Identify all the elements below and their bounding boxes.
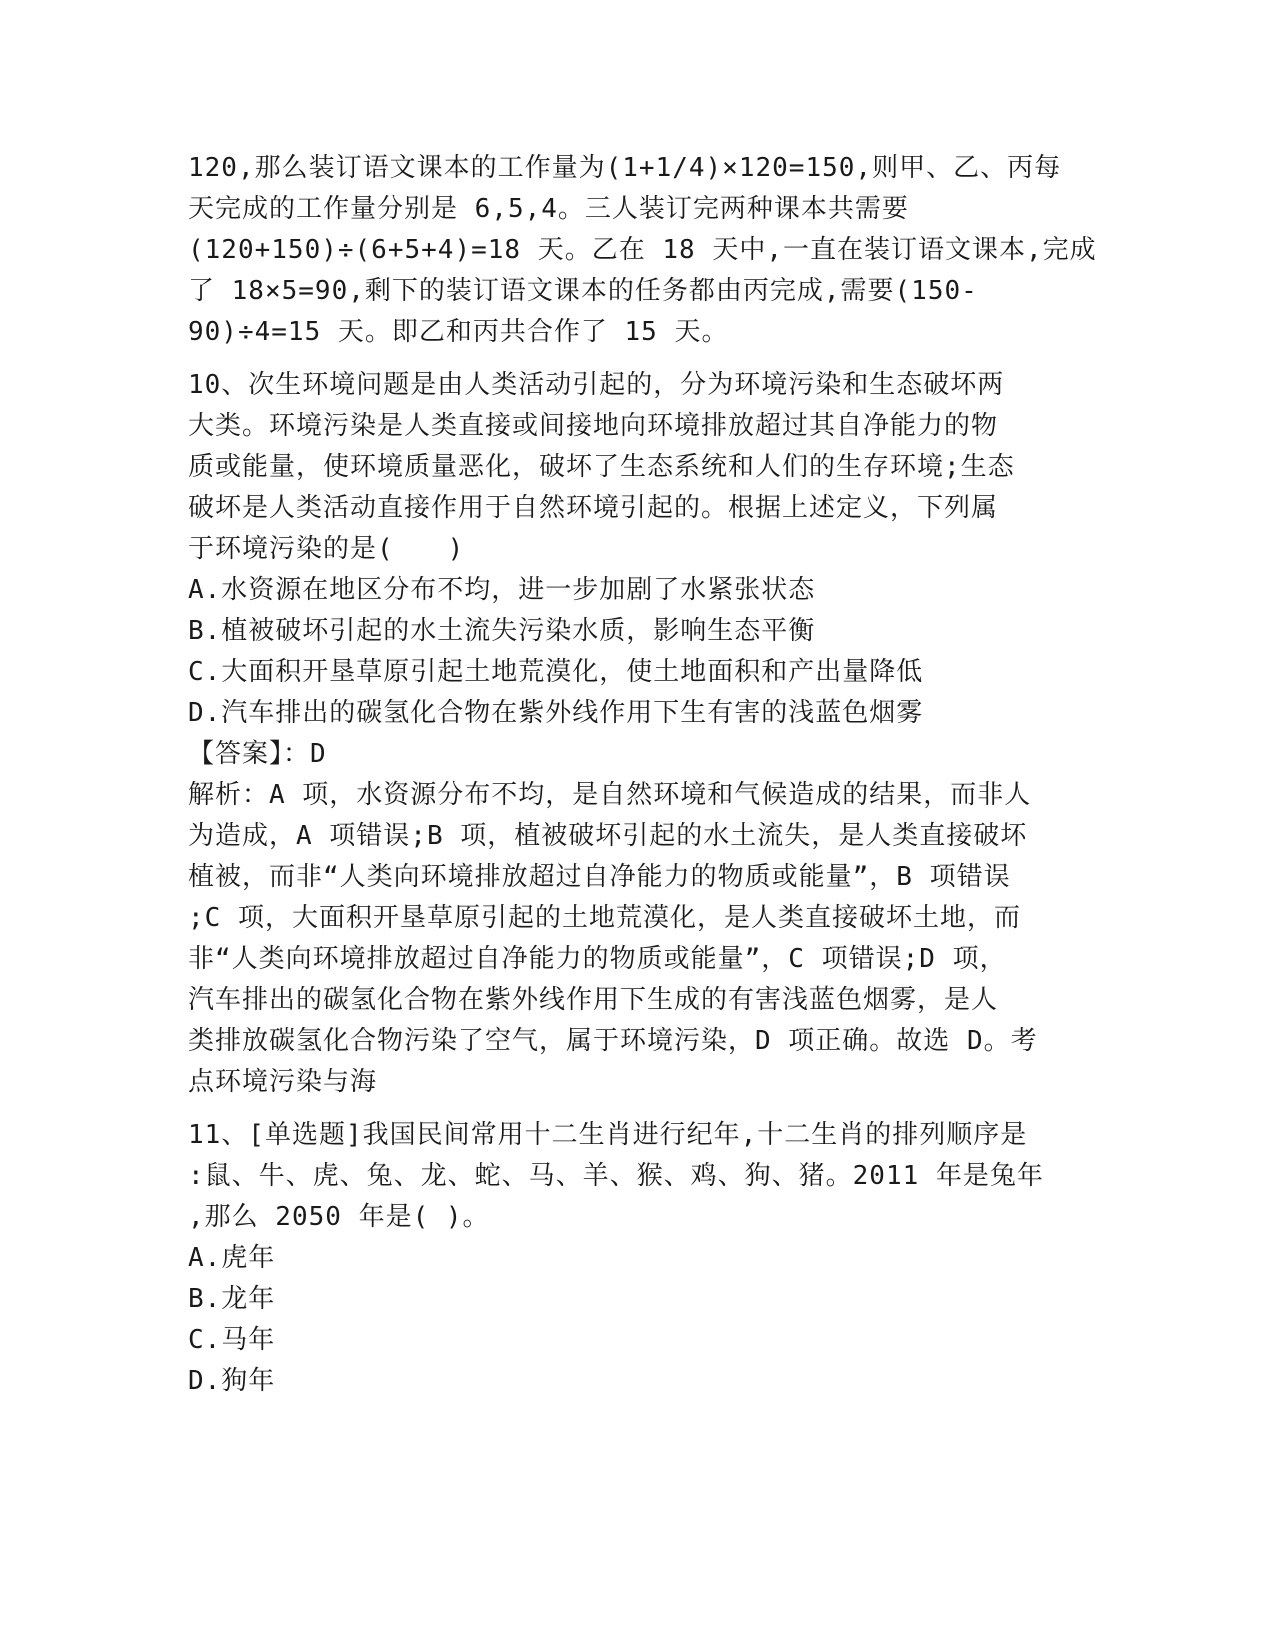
analysis-line: 点环境污染与海: [188, 1067, 378, 1097]
option-c: C.大面积开垦草原引起土地荒漠化，使土地面积和产出量降低: [188, 657, 924, 687]
intro-line: (120+150)÷(6+5+4)=18 天。乙在 18 天中,一直在装订语文课本,完成: [188, 235, 1097, 265]
question-stem-line: 大类。环境污染是人类直接或间接地向环境排放超过其自净能力的物: [188, 411, 999, 441]
analysis-line: ;C 项，大面积开垦草原引起的土地荒漠化，是人类直接破坏土地，而: [188, 903, 1021, 933]
analysis-line: 类排放碳氢化合物污染了空气，属于环境污染，D 项正确。故选 D。考: [188, 1026, 1038, 1056]
question-stem-line: ,那么 2050 年是( )。: [188, 1202, 490, 1232]
question-stem-line: 10、次生环境问题是由人类活动引起的，分为环境污染和生态破坏两: [188, 370, 1005, 400]
answer-line: 【答案】：D: [188, 739, 327, 769]
question-stem-line: 于环境污染的是( ): [188, 534, 465, 564]
option-d: D.狗年: [188, 1366, 276, 1396]
question-11: [188, 1115, 1088, 1402]
question-10: [188, 365, 1088, 1103]
option-b: B.龙年: [188, 1284, 276, 1314]
analysis-line: 为造成，A 项错误;B 项，植被破坏引起的水土流失，是人类直接破坏: [188, 821, 1028, 851]
intro-line: 天完成的工作量分别是 6,5,4。三人装订完两种课本共需要: [188, 194, 909, 224]
question-stem-line: :鼠、牛、虎、兔、龙、蛇、马、羊、猴、鸡、狗、猪。2011 年是兔年: [188, 1161, 1044, 1191]
option-c: C.马年: [188, 1325, 276, 1355]
analysis-line: 汽车排出的碳氢化合物在紫外线作用下生成的有害浅蓝色烟雾，是人: [188, 985, 999, 1015]
intro-line: 了 18×5=90,剩下的装订语文课本的任务都由丙完成,需要(150-: [188, 276, 978, 306]
spacer: [188, 1103, 1088, 1115]
question-stem-line: 破坏是人类活动直接作用于自然环境引起的。根据上述定义，下列属: [188, 493, 999, 523]
intro-block: [188, 148, 1097, 353]
question-stem-line: 质或能量，使环境质量恶化，破坏了生态系统和人们的生存环境;生态: [188, 452, 1015, 482]
option-a: A.水资源在地区分布不均，进一步加剧了水紧张状态: [188, 575, 816, 605]
intro-line: 90)÷4=15 天。即乙和丙共合作了 15 天。: [188, 317, 729, 347]
option-d: D.汽车排出的碳氢化合物在紫外线作用下生有害的浅蓝色烟雾: [188, 698, 924, 728]
question-stem-line: 11、[单选题]我国民间常用十二生肖进行纪年,十二生肖的排列顺序是: [188, 1120, 1028, 1150]
analysis-line: 解析：A 项，水资源分布不均，是自然环境和气候造成的结果，而非人: [188, 780, 1032, 810]
analysis-line: 非“人类向环境排放超过自净能力的物质或能量”，C 项错误;D 项，: [188, 944, 1007, 974]
document-page: [188, 148, 1097, 1402]
option-a: A.虎年: [188, 1243, 276, 1273]
intro-line: 120,那么装订语文课本的工作量为(1+1/4)×120=150,则甲、乙、丙每: [188, 153, 1062, 183]
analysis-line: 植被，而非“人类向环境排放超过自净能力的物质或能量”，B 项错误: [188, 862, 1011, 892]
option-b: B.植被破坏引起的水土流失污染水质，影响生态平衡: [188, 616, 816, 646]
spacer: [188, 353, 1088, 365]
